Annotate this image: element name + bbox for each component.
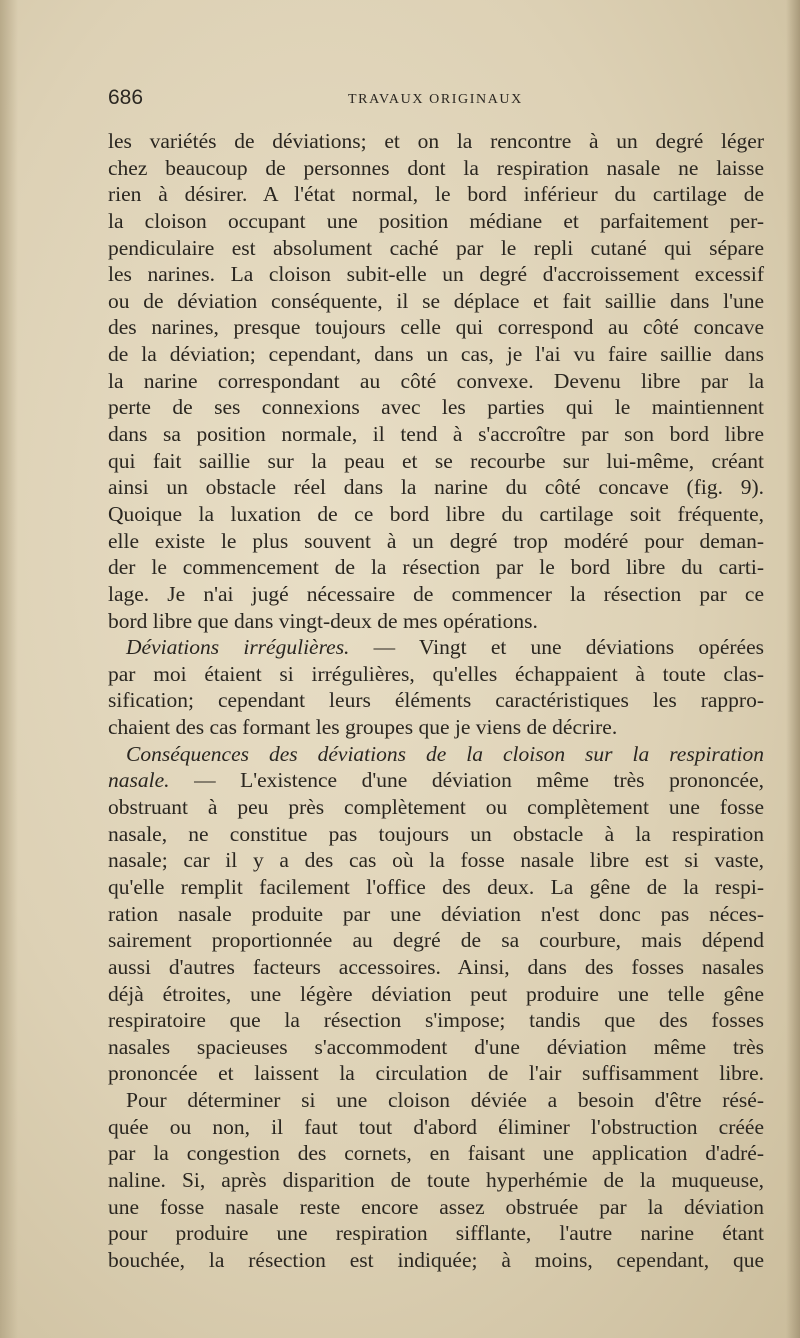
line-text: des narines, presque toujours celle qui correspond au côté concave: [108, 315, 764, 340]
text-line: [108, 128, 764, 155]
line-text: pour produire une respiration sifflante, l'autre narine étant: [108, 1221, 764, 1246]
line-text: naline. Si, après disparition de toute hyperhémie de la muqueuse,: [108, 1167, 764, 1192]
text-line: [108, 181, 764, 208]
italic-heading: nasale.: [108, 768, 170, 793]
line-text: qui fait saillie sur la peau et se recourbe sur lui-même, créant: [108, 448, 764, 473]
text-line: [108, 235, 764, 262]
italic-heading: Déviations irrégulières.: [126, 635, 350, 660]
line-text: par la congestion des cornets, en faisant une application d'adré-: [108, 1141, 764, 1166]
text-line: [108, 1167, 764, 1194]
line-text: de la déviation; cependant, dans un cas, je l'ai vu faire saillie dans: [108, 342, 764, 367]
text-line: [108, 847, 764, 874]
line-text: perte de ses connexions avec les parties qui le maintiennent: [108, 395, 764, 420]
line-text: elle existe le plus souvent à un degré trop modéré pour deman-: [108, 528, 764, 553]
line-text: la narine correspondant au côté convexe. Devenu libre par la: [108, 368, 764, 393]
text-line: [108, 901, 764, 928]
text-line: [108, 981, 764, 1008]
line-text: sification; cependant leurs éléments caractéristiques les rappro-: [108, 688, 764, 713]
text-line: [108, 741, 764, 768]
line-text: rien à désirer. A l'état normal, le bord inférieur du cartilage de: [108, 182, 764, 207]
line-text: par moi étaient si irrégulières, qu'elles échappaient à toute clas-: [108, 661, 764, 686]
line-text: respiratoire que la résection s'impose; tandis que des fosses: [108, 1008, 764, 1033]
text-line: [108, 608, 764, 635]
line-text: les variétés de déviations; et on la rencontre à un degré léger: [108, 129, 764, 153]
text-line: [108, 501, 764, 528]
line-text: nasale; car il y a des cas où la fosse nasale libre est si vaste,: [108, 848, 764, 873]
text-line: [108, 368, 764, 395]
text-line: [108, 1007, 764, 1034]
text-line: [108, 421, 764, 448]
line-text: chez beaucoup de personnes dont la respiration nasale ne laisse: [108, 155, 764, 180]
line-text: aussi d'autres facteurs accessoires. Ainsi, dans des fosses nasales: [108, 954, 764, 979]
line-text: ration nasale produite par une déviation n'est donc pas néces-: [108, 901, 764, 926]
text-line: [108, 474, 764, 501]
line-text: pendiculaire est absolument caché par le repli cutané qui sépare: [108, 235, 764, 260]
text-line: [108, 448, 764, 475]
line-text: der le commencement de la résection par le bord libre du carti-: [108, 555, 764, 580]
page-number: 686: [108, 86, 144, 109]
text-line: [108, 821, 764, 848]
line-text: prononcée et laissent la circulation de l'air suffisamment libre.: [108, 1061, 764, 1086]
line-text: une fosse nasale reste encore assez obstruée par la déviation: [108, 1194, 764, 1219]
line-text: sairement proportionnée au degré de sa courbure, mais dépend: [108, 928, 764, 953]
text-line: [108, 581, 764, 608]
text-line: [108, 528, 764, 555]
text-line: [108, 314, 764, 341]
text-line: [108, 1034, 764, 1061]
line-text: nasales spacieuses s'accommodent d'une déviation même très: [108, 1034, 764, 1059]
line-text: bouchée, la résection est indiquée; à moins, cependant, que: [108, 1247, 764, 1272]
text-line: [108, 554, 764, 581]
italic-heading: Conséquences des déviations de la cloison sur la respiration: [126, 741, 764, 766]
text-line: [108, 261, 764, 288]
line-text: Quoique la luxation de ce bord libre du cartilage soit fréquente,: [108, 501, 764, 526]
text-line: [108, 767, 764, 794]
line-text: ainsi un obstacle réel dans la narine du côté concave (fig. 9).: [108, 475, 764, 500]
text-line: [108, 661, 764, 688]
line-text: la cloison occupant une position médiane et parfaitement per-: [108, 208, 764, 233]
text-line: [108, 687, 764, 714]
line-text: — L'existence d'une déviation même très prononcée,: [169, 768, 764, 793]
line-text: Pour déterminer si une cloison déviée a besoin d'être résé-: [126, 1088, 764, 1113]
page-header: [108, 86, 768, 116]
text-line: [108, 874, 764, 901]
text-line: [108, 341, 764, 368]
body-text: [108, 128, 764, 1274]
line-text: les narines. La cloison subit-elle un degré d'accroissement excessif: [108, 262, 764, 287]
text-line: [108, 155, 764, 182]
line-text: bord libre que dans vingt-deux de mes opérations.: [108, 608, 538, 633]
line-text: chaient des cas formant les groupes que je viens de décrire.: [108, 715, 618, 740]
line-text: ou de déviation conséquente, il se déplace et fait saillie dans l'une: [108, 288, 764, 313]
text-line: [108, 634, 764, 661]
text-line: [108, 714, 764, 741]
running-head: TRAVAUX ORIGINAUX: [348, 92, 523, 107]
line-text: quée ou non, il faut tout d'abord éliminer l'obstruction créée: [108, 1114, 764, 1139]
text-line: [108, 927, 764, 954]
text-line: [108, 794, 764, 821]
text-line: [108, 208, 764, 235]
text-line: [108, 1194, 764, 1221]
text-line: [108, 1060, 764, 1087]
line-text: dans sa position normale, il tend à s'accroître par son bord libre: [108, 422, 764, 447]
line-text: obstruant à peu près complètement ou complètement une fosse: [108, 795, 764, 820]
text-line: [108, 288, 764, 315]
text-line: [108, 1087, 764, 1114]
line-text: nasale, ne constitue pas toujours un obstacle à la respiration: [108, 821, 764, 846]
line-text: lage. Je n'ai jugé nécessaire de commencer la résection par ce: [108, 581, 764, 606]
line-text: — Vingt et une déviations opérées: [349, 635, 764, 660]
text-line: [108, 394, 764, 421]
text-line: [108, 954, 764, 981]
text-line: [108, 1220, 764, 1247]
text-line: [108, 1114, 764, 1141]
text-line: [108, 1140, 764, 1167]
text-line: [108, 1247, 764, 1274]
line-text: qu'elle remplit facilement l'office des deux. La gêne de la respi-: [108, 874, 764, 899]
line-text: déjà étroites, une légère déviation peut produire une telle gêne: [108, 981, 764, 1006]
